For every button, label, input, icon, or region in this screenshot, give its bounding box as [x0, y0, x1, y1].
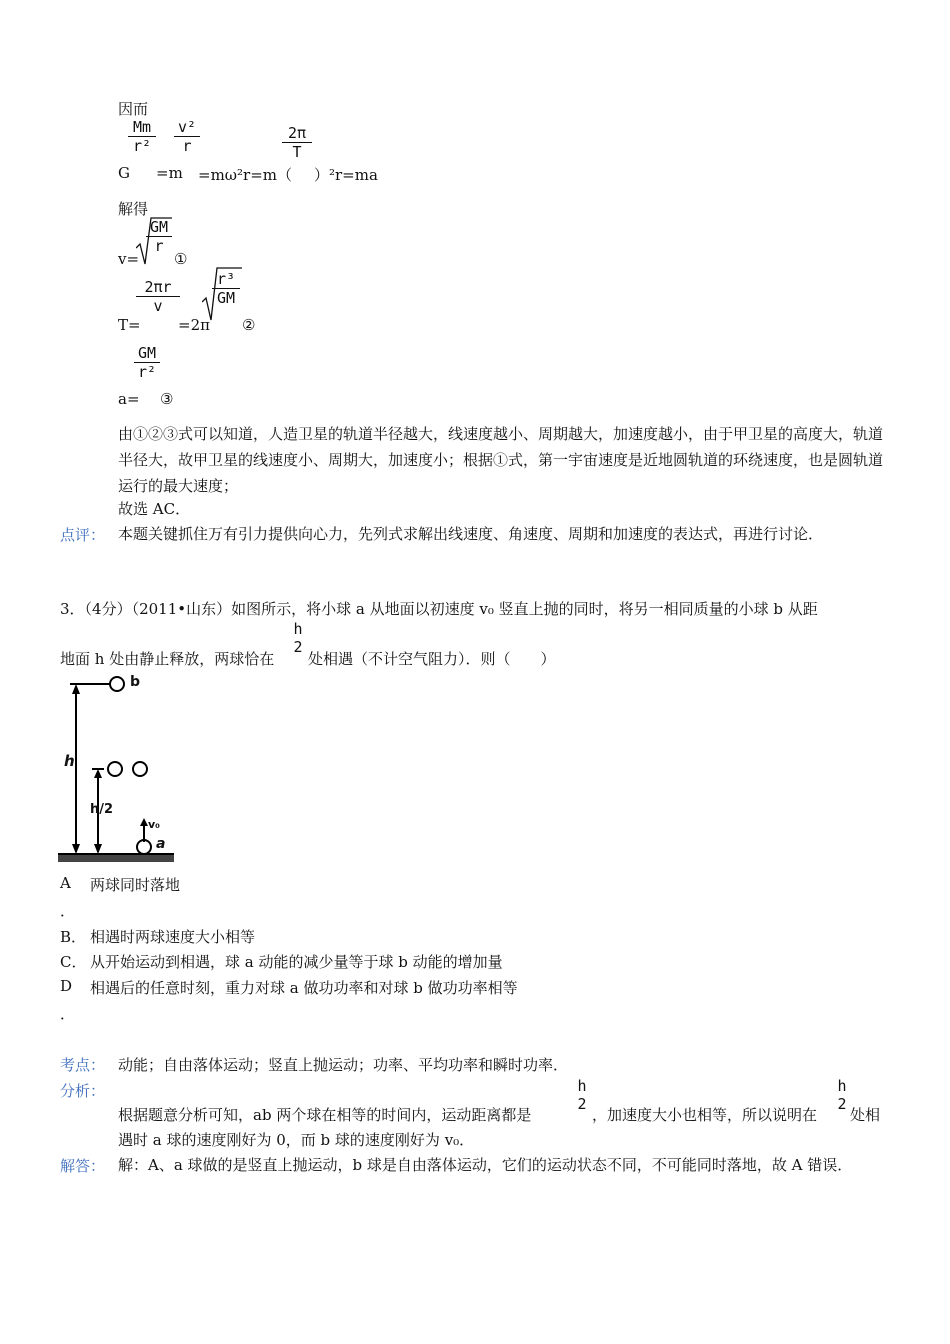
fenxi-mid: ，加速度大小也相等，所以说明在: [592, 1106, 818, 1124]
frac-den: 2: [837, 1095, 847, 1113]
frac-den: 2: [293, 638, 303, 656]
label-v0: v₀: [148, 818, 160, 831]
frac-num: GM: [137, 344, 157, 362]
conclusion-paragraph: 由①②③式可以知道，人造卫星的轨道半径越大，线速度越小、周期越大，加速度越小，由于甲卫星的高度大，轨道半径大，故甲卫星的线速度小、周期大，加速度小；根据①式，第一宇宙速度是近地圆轨道的环绕速度，也是圆轨道运行的最大速度；: [118, 425, 884, 495]
label-a: a: [156, 836, 166, 852]
review-label: 点评：: [60, 526, 106, 544]
fenxi-pre: 根据题意分析可知，ab 两个球在相等的时间内，运动距离都是: [118, 1106, 532, 1124]
frac-num: 2πr: [144, 278, 172, 296]
question-3-line1: 3．（4分）（2011•山东）如图所示，将小球 a 从地面以初速度 v₀ 竖直上抛的同时，将另一相同质量的小球 b 从距: [60, 600, 818, 618]
frac-num: h: [837, 1077, 847, 1095]
jieda-text: 解：A、a 球做的是竖直上抛运动，b 球是自由落体运动，它们的运动状态不同，不可能同时落地，故 A 错误．: [118, 1156, 853, 1174]
eq-a-lhs: a=: [118, 390, 140, 408]
ball-b: [110, 677, 124, 691]
frac-den: r: [174, 136, 200, 155]
ball-a: [137, 840, 151, 854]
frac-den: r: [146, 236, 172, 255]
fraction-h-2-a: [574, 1077, 590, 1113]
eq-mid1: =m: [156, 164, 183, 182]
text-yin-er: 因而: [118, 100, 149, 118]
frac-num: Mm: [132, 118, 152, 136]
fraction-GM-r: [146, 218, 172, 255]
eq-mark-2: ②: [242, 316, 256, 334]
fraction-h-2-b: [834, 1077, 850, 1113]
option-d-dot: ．: [60, 1005, 76, 1023]
frac-den: GM: [212, 288, 240, 307]
fraction-Mm-r2: [128, 118, 156, 155]
frac-den: v: [136, 296, 180, 315]
frac-den: 2: [577, 1095, 587, 1113]
ball-meet-2: [133, 762, 147, 776]
text-jiede: 解得: [118, 200, 149, 218]
physics-figure: [56, 672, 176, 868]
question-3-line2-pre: 地面 h 处由静止释放，两球恰在: [60, 650, 275, 668]
option-b-text[interactable]: 相遇时两球速度大小相等: [90, 928, 256, 946]
frac-den: r²: [134, 362, 160, 381]
review-text: 本题关键抓住万有引力提供向心力，先列式求解出线速度、角速度、周期和加速度的表达式，再进行讨论．: [118, 525, 824, 543]
frac-num: v²: [177, 118, 197, 136]
fraction-GM-r2: [134, 344, 160, 381]
label-b: b: [130, 674, 141, 690]
frac-num: GM: [149, 218, 169, 236]
option-a-dot: ．: [60, 902, 76, 920]
eq-v-lhs: v=: [118, 250, 140, 268]
option-a-text[interactable]: 两球同时落地: [90, 876, 181, 894]
ground: [58, 854, 174, 862]
option-a-letter[interactable]: A: [60, 874, 71, 892]
fenxi-post: 处相: [850, 1106, 881, 1124]
kaodian-label: 考点：: [60, 1056, 106, 1074]
fraction-2pir-v: [136, 278, 180, 315]
frac-num: r³: [216, 270, 236, 288]
ball-meet-1: [108, 762, 122, 776]
frac-den: T: [282, 142, 312, 161]
label-h: h: [64, 752, 75, 770]
frac-num: h: [577, 1077, 587, 1095]
fenxi-label: 分析：: [60, 1082, 106, 1100]
option-d-letter[interactable]: D: [60, 977, 73, 995]
option-c-text[interactable]: 从开始运动到相遇，球 a 动能的减少量等于球 b 动能的增加量: [90, 953, 503, 971]
jieda-label: 解答：: [60, 1157, 106, 1175]
option-d-text[interactable]: 相遇后的任意时刻，重力对球 a 做功功率和对球 b 做功功率相等: [90, 979, 518, 997]
eq-mark-1: ①: [174, 250, 188, 268]
eq-tail: ）²r=ma: [314, 166, 378, 184]
fenxi-line2: 遇时 a 球的速度刚好为 0，而 b 球的速度刚好为 v₀．: [118, 1131, 475, 1149]
option-c-letter[interactable]: C．: [60, 953, 87, 971]
eq-T-mid: =2π: [178, 316, 210, 334]
label-h-half: h/2: [90, 802, 114, 817]
eq-G: G: [118, 164, 130, 182]
frac-num: 2π: [287, 124, 307, 142]
fraction-h-2: [290, 620, 306, 656]
eq-mark-3: ③: [160, 390, 174, 408]
eq-T-lhs: T=: [118, 316, 141, 334]
fraction-r3-GM: [212, 270, 240, 307]
frac-den: r²: [128, 136, 156, 155]
frac-num: h: [293, 620, 303, 638]
kaodian-text: 动能；自由落体运动；竖直上抛运动；功率、平均功率和瞬时功率．: [118, 1056, 569, 1074]
fraction-2pi-T: [282, 124, 312, 161]
fraction-v2-r: [174, 118, 200, 155]
option-b-letter[interactable]: B．: [60, 928, 87, 946]
answer-line: 故选 AC．: [118, 500, 191, 518]
question-3-line2-post: 处相遇（不计空气阻力）．则（ ）: [308, 650, 556, 668]
eq-mid2: =mω²r=m（: [198, 166, 292, 184]
